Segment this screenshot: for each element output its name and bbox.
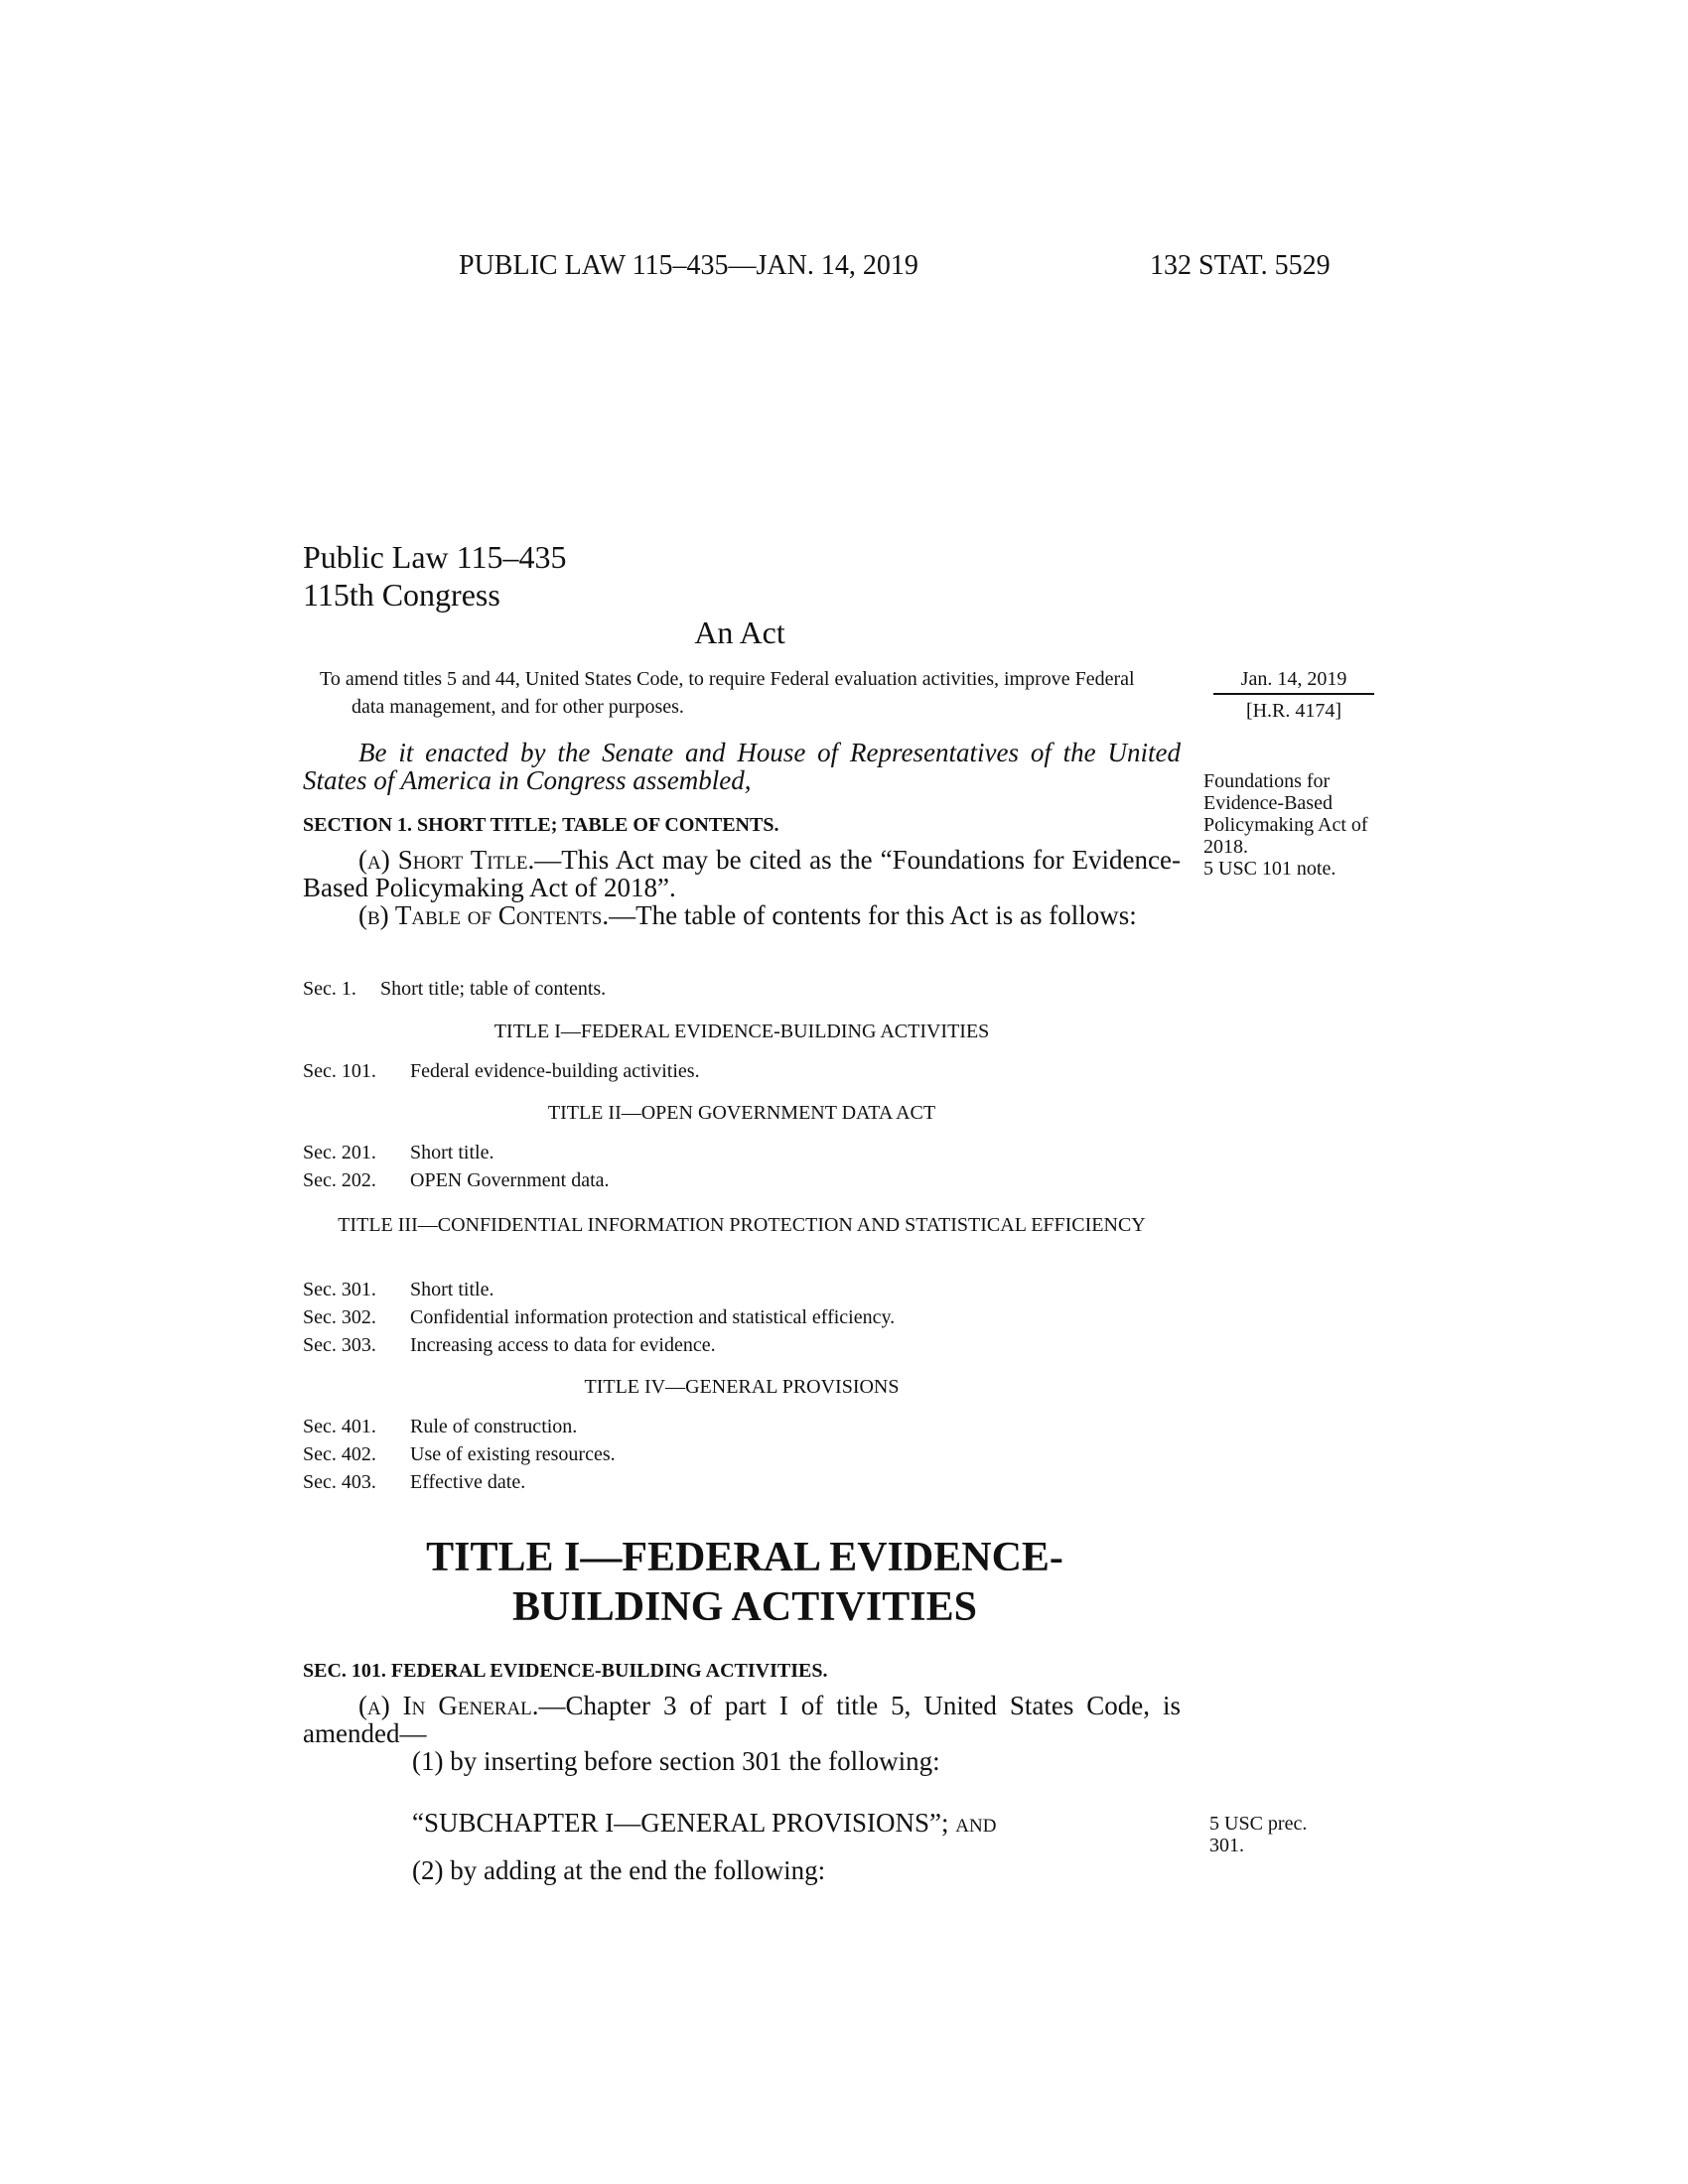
toc-sec-number: Sec. 401. [303, 1416, 376, 1437]
toc-sec-number: Sec. 202. [303, 1169, 376, 1191]
section-1-a-text: —This Act may be cited as the “Foundations for Evidence-Based Policymaking Act of 2018”. [303, 845, 1182, 902]
sec-101-item-1: (1) by inserting before section 301 the following: [412, 1746, 940, 1776]
toc-row [303, 1169, 610, 1192]
section-1-a [303, 846, 1181, 901]
toc-sec-title: Short title. [410, 1279, 494, 1300]
running-header-left: PUBLIC LAW 115–435—JAN. 14, 2019 [459, 250, 918, 281]
toc-sec-title: Rule of construction. [410, 1416, 578, 1437]
margin-short-title-note: Foundations for Evidence-Based Policymaking Act of 2018. [1203, 770, 1368, 858]
toc-title-heading: TITLE II—OPEN GOVERNMENT DATA ACT [547, 1102, 936, 1124]
margin-bill-number: [H.R. 4174] [1245, 700, 1342, 722]
toc-sec-number: Sec. 201. [303, 1142, 376, 1163]
section-1-b-label: (b) Table of Contents. [358, 900, 610, 930]
purpose-text-content: To amend titles 5 and 44, United States Code, to require Federal evaluation activities, improve Federal data management, and for other purposes. [320, 668, 1135, 718]
margin-prec-note: 5 USC prec. 301. [1209, 1813, 1308, 1856]
toc-sec-title: Short title. [410, 1142, 494, 1163]
sec-101-a [303, 1692, 1181, 1747]
toc-sec-number: Sec. 302. [303, 1306, 376, 1328]
title-1-heading: TITLE I—FEDERAL EVIDENCE-BUILDING ACTIVITIES [426, 1535, 1063, 1630]
section-1-a-label: (a) Short Title. [358, 845, 535, 875]
toc-title-heading: TITLE III—CONFIDENTIAL INFORMATION PROTECTION AND STATISTICAL EFFICIENCY [338, 1214, 1146, 1236]
section-1-b [303, 901, 1181, 929]
public-law-number: Public Law 115–435 [303, 539, 567, 575]
toc-row [303, 1471, 525, 1494]
toc-sec-number: Sec. 1. [303, 978, 356, 1000]
sec-101-a-text: —Chapter 3 of part I of title 5, United States Code, is amended— [303, 1691, 1181, 1748]
margin-usc-note: 5 USC 101 note. [1203, 858, 1336, 880]
toc-sec-title: Confidential information protection and statistical efficiency. [410, 1306, 896, 1328]
sec-101-heading: SEC. 101. FEDERAL EVIDENCE-BUILDING ACTIVITIES. [303, 1660, 828, 1682]
subchapter-insert-text: “SUBCHAPTER I—GENERAL PROVISIONS”; [412, 1808, 949, 1838]
toc-sec-number: Sec. 403. [303, 1471, 376, 1493]
enacting-clause: Be it enacted by the Senate and House of Representatives of the United States of America in Congress assembled, [303, 738, 1181, 795]
subchapter-insert [412, 1809, 996, 1837]
toc-sec-title: Federal evidence-building activities. [410, 1060, 700, 1082]
running-header-page: 132 STAT. 5529 [1150, 250, 1331, 281]
toc-sec-title: Effective date. [410, 1471, 526, 1493]
toc-sec-title: Use of existing resources. [410, 1443, 616, 1465]
toc-row [303, 1416, 577, 1438]
toc-row [303, 1334, 716, 1357]
toc-sec-number: Sec. 301. [303, 1279, 376, 1300]
toc-row [303, 1279, 493, 1301]
toc-sec-number: Sec. 101. [303, 1060, 376, 1082]
toc-title-heading: TITLE IV—GENERAL PROVISIONS [584, 1376, 900, 1398]
toc-row [303, 1060, 700, 1083]
toc-row [303, 1142, 493, 1164]
toc-sec-title: OPEN Government data. [410, 1169, 610, 1191]
toc-row [303, 1306, 895, 1329]
act-label: An Act [694, 614, 785, 650]
toc-row [303, 978, 606, 1001]
section-1-b-text: —The table of contents for this Act is as follows: [609, 900, 1137, 930]
sec-101-item-2: (2) by adding at the end the following: [412, 1855, 826, 1885]
purpose-text [320, 665, 1166, 721]
toc-sec-number: Sec. 402. [303, 1443, 376, 1465]
toc-row [303, 1443, 616, 1466]
section-1-heading: SECTION 1. SHORT TITLE; TABLE OF CONTENTS. [303, 814, 779, 836]
sec-101-a-label: (a) In General. [358, 1691, 539, 1720]
toc-sec-title: Increasing access to data for evidence. [410, 1334, 716, 1356]
subchapter-and: and [955, 1808, 997, 1838]
margin-date: Jan. 14, 2019 [1213, 665, 1374, 695]
toc-sec-number: Sec. 303. [303, 1334, 376, 1356]
toc-title-heading: TITLE I—FEDERAL EVIDENCE-BUILDING ACTIVITIES [493, 1021, 990, 1042]
toc-sec-title: Short title; table of contents. [380, 978, 607, 1000]
congress-label: 115th Congress [303, 577, 500, 613]
